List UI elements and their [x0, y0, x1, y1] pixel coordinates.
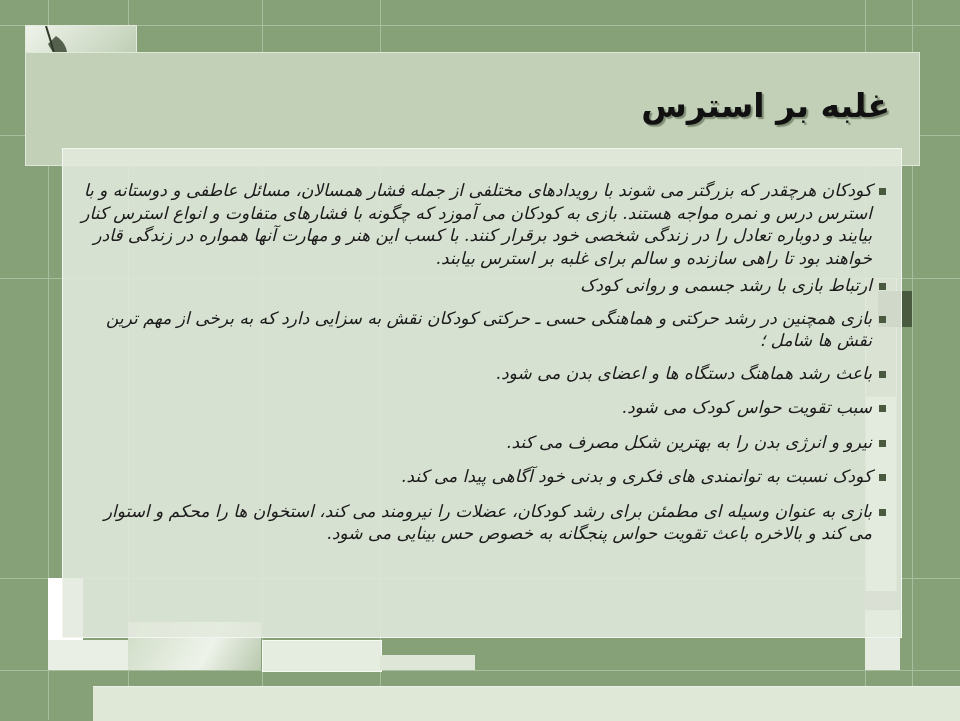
bullet-square-icon — [879, 405, 886, 412]
bullet-item — [78, 397, 886, 420]
footer-band — [93, 686, 960, 721]
bullet-text: کودک نسبت به توانمندی های فکری و بدنی خود آگاهی پیدا می کند. — [401, 467, 872, 487]
bullet-square-icon — [879, 440, 886, 447]
bullet-item — [78, 275, 886, 298]
grid-line — [0, 670, 960, 671]
bullet-item — [78, 432, 886, 455]
bullet-text: کودکان هرچقدر که بزرگتر می شوند با رویدادهای مختلفی از جمله فشار همسالان، مسائل عاطفی و دوستانه و با استرس درس و نمره مواجه هستند. بازی به کودکان می آموزد که چگونه با فشارهای متفاوت و انواع استرس کنار بیایند و دوباره تعادل را در زندگی شخصی خود برقرار کنند. با کسب این هنر و مهارت آنها همواره در زندگی قادر خواهند بود تا راهی سازنده و سالم برای غلبه بر استرس بیابند. — [81, 181, 872, 269]
bullet-square-icon — [879, 509, 886, 516]
bullet-item — [78, 180, 886, 270]
bullet-item — [78, 466, 886, 489]
slide-title: غلبه بر استرس — [641, 86, 890, 125]
decor-block — [262, 640, 382, 672]
bullet-text: نیرو و انرژی بدن را به بهترین شکل مصرف می کند. — [506, 432, 872, 453]
bullet-square-icon — [879, 371, 886, 378]
grid-line — [0, 25, 960, 26]
bullet-item — [78, 363, 886, 386]
bullet-list — [78, 180, 886, 546]
bullet-item — [78, 501, 886, 546]
bullet-square-icon — [879, 474, 886, 481]
bullet-square-icon — [879, 188, 886, 195]
bullet-square-icon — [879, 283, 886, 290]
bullet-text: بازی به عنوان وسیله ای مطمئن برای رشد کودکان، عضلات را نیرومند می کند، استخوان ها را محکم و استوار می کند و بالاخره باعث تقویت حواس پنجگانه به خصوص حس بینایی می شود. — [103, 501, 872, 544]
decor-block — [48, 640, 128, 670]
bullet-square-icon — [879, 316, 886, 323]
bullet-text: ارتباط بازی با رشد جسمی و روانی کودک — [580, 276, 872, 296]
bullet-item — [78, 308, 886, 353]
bullet-text: سبب تقویت حواس کودک می شود. — [621, 398, 872, 418]
decor-block — [380, 655, 475, 670]
bullet-text: باعث رشد هماهنگ دستگاه ها و اعضای بدن می شود. — [495, 363, 872, 384]
bullet-text: بازی همچنین در رشد حرکتی و هماهنگی حسی ـ حرکتی کودکان نقش به سزایی دارد که به برخی از مهم ترین نقش ها شامل ؛ — [105, 308, 872, 351]
